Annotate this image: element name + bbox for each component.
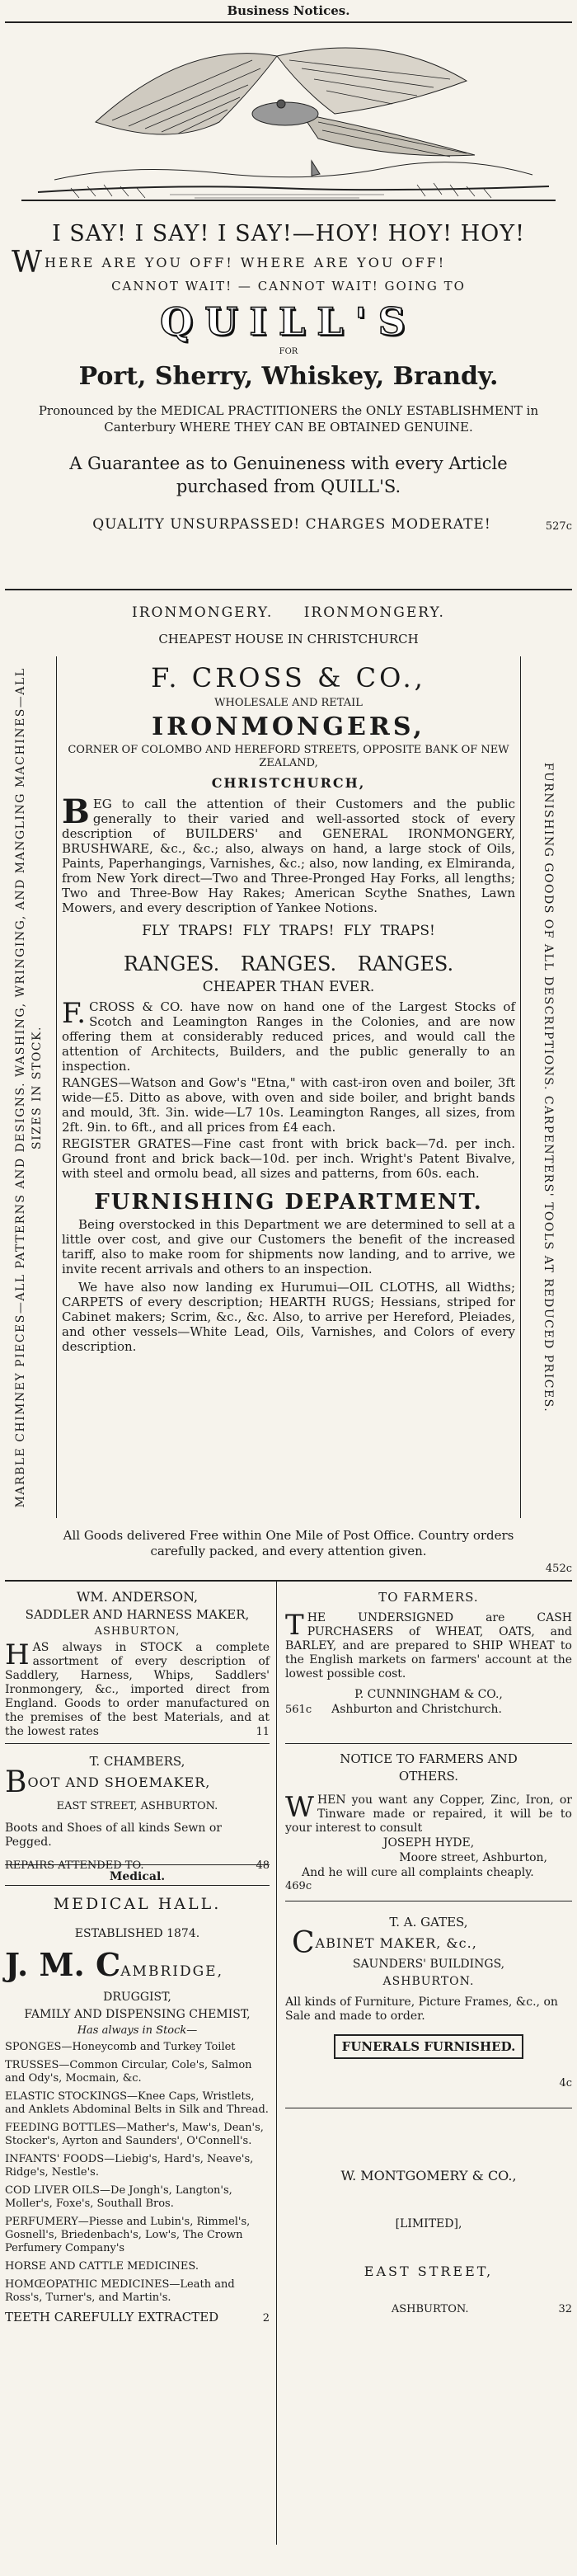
farmers-ref: 561c [285,1704,312,1716]
cross-f-initial: F. [62,997,87,1030]
gates-ref: 4c [559,2077,572,2089]
cross-cheaper: CHEAPER THAN EVER. [202,979,375,995]
anderson-ad [5,1582,270,1743]
cross-delivered: All Goods delivered Free within One Mile of Post Office. Country orders carefully packed, and every attention given. [63,1528,514,1558]
notice-street: Moore street, Ashburton, [399,1851,547,1864]
medical-druggist: DRUGGIST, [103,1991,171,2004]
chambers-trade-line [5,1765,270,1799]
left-column [5,1582,277,2545]
medical-ambridge: AMBRIDGE, [120,1963,223,1980]
chambers-name: T. CHAMBERS, [89,1754,185,1769]
medical-name: MEDICAL HALL. [53,1895,222,1913]
chambers-trade: OOT AND SHOEMAKER, [27,1775,211,1790]
notice-cure: And he will cure all complaints cheaply. [302,1866,534,1879]
list-item: FEEDING BOTTLES—Mather's, Maw's, Dean's, Stocker's, Ayrton and Saunders', O'Connell's. [5,2122,264,2147]
notice-ref: 469c [285,1880,312,1892]
medical-ad [5,1865,270,2325]
gates-name: T. A. GATES, [389,1915,468,1930]
cross-grates: REGISTER GRATES—Fine cast front with brick back—7d. per inch. Ground front and brick back—10d. per inch. Wright's Patent Bivalve, with steel and ormolu bead, all sizes and patterns, from 60s. each. [62,1136,515,1181]
quill-shout: I SAY! I SAY! I SAY!—HOY! HOY! HOY! [52,221,525,247]
gates-trade-line [285,1926,572,1960]
list-item: PERFUMERY—Piesse and Lubin's, Rimmel's, Gosnell's, Briedenbach's, Low's, The Crown Perfumery Company's [5,2216,251,2254]
quill-cannot-wait: CANNOT WAIT! — CANNOT WAIT! GOING TO [111,279,466,294]
cross-fly-traps: FLY TRAPS! FLY TRAPS! FLY TRAPS! [142,923,435,939]
cross-ranges-price: RANGES—Watson and Gow's "Etna," with cast-iron oven and boiler, 3ft wide—£5. Ditto as above, with oven and side boiler, and bright bands and mould, 3ft. 3in. wide—L7 10s. Leamington Ranges, all sizes, from 2ft. 9in. to 6ft., and all prices from £4 each. [62,1075,515,1135]
montgomery-street: EAST STREET, [364,2263,494,2279]
chambers-ref: 48 [256,1859,270,1872]
medical-header: Medical. [5,1869,270,1886]
cross-advertisement [5,590,572,1580]
quill-quality: QUALITY UNSURPASSED! CHARGES MODERATE! [92,516,491,533]
montgomery-name: W. MONTGOMERY & CO., [340,2168,517,2183]
list-item: SPONGES—Honeycomb and Turkey Toilet [5,2041,236,2053]
quill-advertisement [5,218,572,589]
cross-beg-text: EG to call the attention of their Customers and the public generally to their varied and well-assorted stock of every description of BUILDERS' and GENERAL IRONMONGERY, BRUSHWARE, &c., &c.; also, always on hand, a large stock of Oils, Paints, Paperhangings, Varnishes, &c.; also, now landing, ex Elmiranda, from New York direct—Two and Three-Pronged Hay Forks, all lengths; Two and Three-Bow Hay Rakes; American Scythe Snathes, Lawn Mowers, and every description of Yankee Notions. [62,797,515,915]
list-item: HORSE AND CATTLE MEDICINES. [5,2260,199,2273]
notice-initial: W [285,1791,314,1824]
cross-city: CHRISTCHURCH, [211,775,366,791]
quill-where-line [5,246,572,280]
anderson-body: AS always in STOCK a complete assortment of every description of Saddlery, Harness, Whips, Saddlers' Ironmongery, &c., imported direct from England. Goods to order manufactured on the premises of the best Materials, and at the lowest rates [5,1641,270,1738]
cross-left-side-text: MARBLE CHIMNEY PIECES—ALL PATTERNS AND DESIGNS. WASHING, WRINGING, AND MANGLING MACHINES—ALL SIZES IN STOCK. [14,666,44,1508]
medical-list [5,2041,270,2305]
montgomery-ref: 32 [558,2303,572,2315]
cross-furnishing-text-2: We have also now landing ex Hurumui—OIL CLOTHS, all Widths; CARPETS of every description; HEARTH RUGS; Hessians, striped for Cabinet makers; Scrim, &c., &c. Also, to arrive per Hereford, Pleiades, and other vessels—White Lead, Oils, Varnishes, and Colors of every description. [62,1280,515,1354]
list-item: TRUSSES—Common Circular, Cole's, Salmon and Ody's, Mocmain, &c. [5,2059,252,2085]
farmers-text [285,1611,572,1681]
montgomery-ad [285,2108,572,2315]
notice-body: HEN you want any Copper, Zinc, Iron, or Tinware made or repaired, it will be to your interest to consult [285,1793,572,1835]
gates-initial: C [292,1926,316,1960]
gates-ad [285,1901,572,2108]
farmers-name: P. CUNNINGHAM & CO., [354,1688,503,1701]
notice-text [285,1793,572,1836]
quill-name: QUILL'S [160,299,417,344]
section-header [5,0,572,23]
gates-trade: ABINET MAKER, &c., [315,1935,477,1951]
cross-heading: IRONMONGERY. IRONMONGERY. [132,604,445,621]
cross-ironmongers: IRONMONGERS, [152,712,425,741]
cross-ranges-paragraph [62,999,515,1074]
medical-has: Has always in Stock— [77,2024,198,2037]
chambers-text: Boots and Shoes of all kinds Sewn or Pegged. [5,1822,222,1849]
notice-title: NOTICE TO FARMERS AND OTHERS. [340,1751,518,1784]
anderson-trade: SADDLER AND HARNESS MAKER, [25,1607,250,1622]
anderson-ref: 11 [256,1726,270,1738]
list-item: INFANTS' FOODS—Liebig's, Hard's, Neave's, Ridge's, Nestle's. [5,2153,254,2179]
medical-jm-line [5,1947,270,1990]
gates-funerals: FUNERALS FURNISHED. [334,2034,524,2059]
cross-ranges: RANGES. RANGES. RANGES. [123,952,454,975]
cross-ranges-text: CROSS & CO. have now on hand one of the Largest Stocks of Scotch and Leamington Ranges in the Colonies, and are now offering them at considerably reduced prices, and would call the attention of Architects, Builders, and the public generally to an inspection. [62,999,515,1074]
medical-ref: 2 [262,2312,270,2325]
cross-wholesale: WHOLESALE AND RETAIL [214,697,363,709]
montgomery-town: ASHBURTON. [391,2303,469,2315]
cross-beg-initial: B [62,792,90,831]
cross-furnishing-text-1: Being overstocked in this Department we are determined to sell at a little over cost, and give our Customers the benefit of the increased tariff, also to make room for shipments now landing, and to arrive, we invite recent arrivals and others to an inspection. [62,1217,515,1276]
cross-beg-paragraph [62,792,515,915]
cross-right-side-text: FURNISHING GOODS OF ALL DESCRIPTIONS. CARPENTERS' TOOLS AT REDUCED PRICES. [542,762,555,1413]
anderson-text [5,1638,270,1739]
cross-frame [5,656,572,1518]
chambers-initial: B [5,1765,28,1799]
chambers-street: EAST STREET, ASHBURTON. [56,1800,218,1812]
notice-name: JOSEPH HYDE, [382,1836,475,1850]
anderson-town: ASHBURTON, [94,1625,181,1638]
gates-buildings: SAUNDERS' BUILDINGS, [352,1958,505,1971]
lower-columns [5,1582,572,2545]
gates-town: ASHBURTON. [382,1975,475,1988]
medical-established: ESTABLISHED 1874. [74,1927,200,1940]
medical-teeth: TEETH CAREFULLY EXTRACTED [5,2310,219,2325]
montgomery-limited: [LIMITED], [395,2217,462,2230]
farmers-initial: T [285,1609,304,1642]
quill-guarantee: A Guarantee as to Genuineness with every Article purchased from QUILL'S. [69,454,508,496]
cross-cheapest: CHEAPEST HOUSE IN CHRISTCHURCH [158,632,419,646]
farmers-body: HE UNDERSIGNED are CASH PURCHASERS of WHEAT, OATS, and BARLEY, and are prepared to SHIP WHEAT to the English markets on farmers' account at the lowest possible cost. [285,1611,572,1681]
quill-where-text: HERE ARE YOU OFF! WHERE ARE YOU OFF! [45,255,447,270]
chambers-ad [5,1744,270,1872]
medical-jm: J. M. C [5,1946,121,1983]
right-column [277,1582,572,2545]
cross-ref: 452c [545,1563,572,1575]
chambers-repairs: REPAIRS ATTENDED TO. [5,1859,144,1872]
list-item: COD LIVER OILS—De Jongh's, Langton's, Moller's, Foxe's, Southall Bros. [5,2184,232,2210]
gates-text: All kinds of Furniture, Picture Frames, &c., on Sale and made to order. [285,1995,558,2023]
section-title: Business Notices. [227,3,350,18]
illustration [5,23,572,213]
anderson-initial: H [5,1638,30,1671]
anderson-name: WM. ANDERSON, [76,1589,199,1605]
ornithopter-flying-machine-engraving [5,23,572,213]
quill-pronounced: Pronounced by the MEDICAL PRACTITIONERS the ONLY ESTABLISHMENT in Canterbury WHERE THEY CAN BE OBTAINED GENUINE. [38,403,539,435]
quill-where-initial: W [12,246,45,280]
quill-ref: 527c [545,520,572,533]
farmers-title: TO FARMERS. [378,1590,479,1605]
quill-for: FOR [279,347,298,356]
list-item: HOMŒOPATHIC MEDICINES—Leath and Ross's, Turner's, and Martin's. [5,2278,235,2304]
farmers-town: Ashburton and Christchurch. [331,1703,502,1716]
medical-family: FAMILY AND DISPENSING CHEMIST, [24,2008,251,2021]
cross-furnishing: FURNISHING DEPARTMENT. [94,1190,483,1215]
cross-corner: CORNER OF COLOMBO AND HEREFORD STREETS, OPPOSITE BANK OF NEW ZEALAND, [68,744,509,769]
quill-drinks: Port, Sherry, Whiskey, Brandy. [78,362,499,391]
cross-body [56,656,521,1518]
notice-ad [285,1744,572,1901]
farmers-ad [285,1582,572,1743]
cross-firm: F. CROSS & CO., [151,662,426,693]
list-item: ELASTIC STOCKINGS—Knee Caps, Wristlets, and Anklets Abdominal Belts in Silk and Thread. [5,2090,269,2116]
